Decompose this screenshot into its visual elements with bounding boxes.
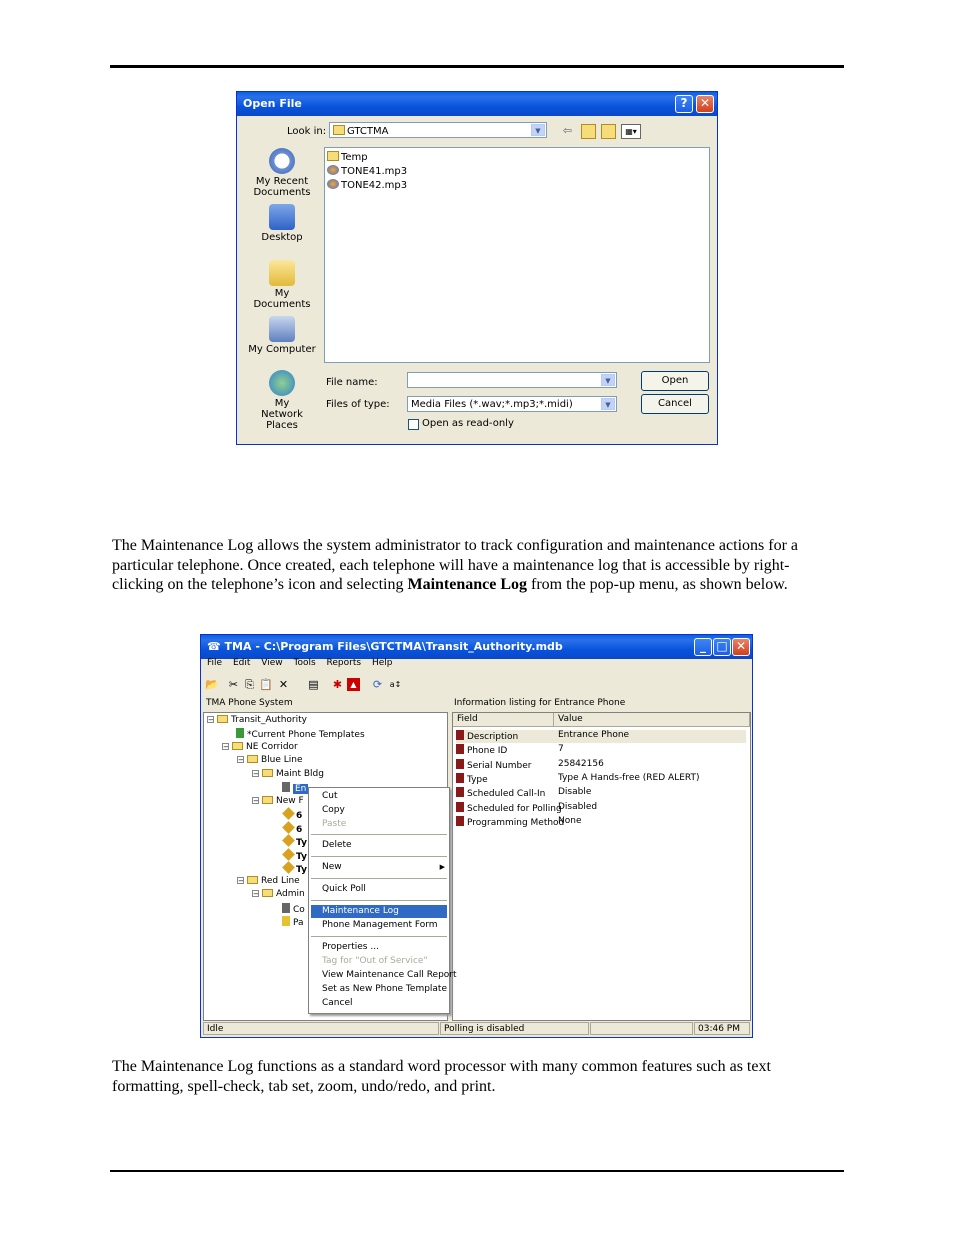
app-icon: ☎ — [207, 640, 225, 653]
folder-icon — [232, 742, 243, 750]
help-button[interactable]: ? — [675, 95, 693, 113]
tree-node[interactable]: − NE Corridor — [223, 742, 298, 752]
collapse-icon[interactable]: − — [208, 716, 214, 724]
read-only-checkbox[interactable] — [408, 419, 419, 430]
chevron-down-icon[interactable]: ▼ — [601, 398, 615, 410]
info-row[interactable] — [456, 802, 746, 815]
file-name-input[interactable] — [407, 372, 617, 388]
desktop-icon — [269, 204, 295, 230]
menu-separator — [311, 878, 447, 879]
menu-item-delete[interactable]: Delete — [322, 840, 352, 850]
menu-item-quick-poll[interactable]: Quick Poll — [322, 884, 366, 894]
phone-icon — [456, 773, 464, 783]
folder-icon — [262, 796, 273, 804]
menu-edit[interactable]: Edit — [232, 658, 251, 668]
collapse-icon[interactable]: − — [253, 797, 259, 805]
info-value: Disable — [558, 787, 592, 798]
file-name-label: File name: — [326, 377, 378, 388]
close-button[interactable]: ✕ — [696, 95, 714, 113]
menu-tools[interactable]: Tools — [293, 658, 316, 668]
place-recent[interactable] — [247, 148, 317, 198]
info-row[interactable] — [456, 773, 746, 786]
tree-node[interactable]: − New F — [253, 796, 304, 806]
tree-node[interactable]: 6 — [284, 823, 302, 835]
info-field: Phone ID — [467, 746, 508, 757]
close-button[interactable]: ✕ — [732, 638, 750, 656]
tree-node[interactable]: − Admin — [253, 889, 305, 899]
menu-separator — [311, 834, 447, 835]
context-menu — [308, 787, 457, 1014]
place-my-computer[interactable] — [247, 316, 317, 355]
my-computer-icon — [269, 316, 295, 342]
menu-help[interactable]: Help — [371, 658, 393, 668]
tree-node[interactable]: − Red Line — [238, 876, 300, 886]
paste-icon[interactable]: 📋 — [259, 678, 273, 691]
menu-file[interactable]: File — [207, 658, 223, 668]
info-field: Scheduled for Polling — [467, 803, 562, 814]
cut-icon[interactable]: ✂ — [228, 678, 239, 691]
phone-diamond-icon — [282, 821, 295, 834]
info-value: None — [558, 815, 582, 826]
status-idle: Idle — [203, 1022, 439, 1035]
file-item[interactable]: TONE41.mp3 — [327, 165, 407, 177]
status-time: 03:46 PM — [694, 1022, 750, 1035]
menu-view[interactable]: View — [261, 658, 283, 668]
info-row[interactable] — [456, 816, 746, 829]
paragraph-maintenance-log-features: The Maintenance Log functions as a standard word processor with many common features such as text formatting, spell-check, tab set, zoom, undo/redo, and print. — [112, 1058, 771, 1095]
menu-item-properties[interactable]: Properties ... — [322, 942, 379, 952]
collapse-icon[interactable]: − — [238, 756, 244, 764]
info-value: Type A Hands-free (RED ALERT) — [558, 772, 700, 783]
info-row[interactable] — [456, 759, 746, 772]
media-file-icon — [327, 165, 339, 175]
folder-icon — [247, 755, 258, 763]
menu-bar — [203, 658, 396, 668]
phone-icon — [456, 802, 464, 812]
tma-titlebar[interactable] — [201, 635, 752, 659]
info-row[interactable] — [456, 787, 746, 800]
phone-icon — [456, 787, 464, 797]
look-in-select[interactable] — [329, 122, 547, 138]
menu-item-phone-management-form[interactable]: Phone Management Form — [322, 920, 438, 930]
phone-diamond-icon — [282, 861, 295, 874]
status-polling: Polling is disabled — [440, 1022, 589, 1035]
place-my-documents-label: My Documents — [253, 288, 311, 310]
poll-icon[interactable]: ✱ — [332, 678, 343, 691]
tree-node[interactable]: Ty — [284, 836, 307, 848]
look-in-value: GTCTMA — [347, 126, 389, 137]
header-rule — [110, 65, 844, 68]
place-my-computer-label: My Computer — [248, 344, 316, 355]
info-value: 7 — [558, 744, 564, 755]
maximize-button[interactable]: □ — [713, 638, 731, 656]
tree-node[interactable]: Ty — [284, 850, 307, 862]
menu-item-tag-out-of-service[interactable]: Tag for "Out of Service" — [322, 956, 428, 966]
dialog-title: Open File — [243, 97, 302, 110]
tree-node[interactable]: Co — [282, 903, 305, 915]
info-pane[interactable] — [452, 712, 751, 1021]
new-folder-icon[interactable] — [601, 124, 616, 139]
right-pane-header: Information listing for Entrance Phone — [454, 698, 626, 708]
tree-node[interactable]: Ty — [284, 863, 307, 875]
info-value: Disabled — [558, 801, 598, 812]
phone-icon — [456, 744, 464, 754]
my-documents-icon — [269, 260, 295, 286]
menu-item-view-maintenance-report[interactable]: View Maintenance Call Report — [322, 970, 457, 980]
info-field: Serial Number — [467, 760, 532, 771]
tma-title: ☎ TMA - C:\Program Files\GTCTMA\Transit_Authority.mdb — [207, 640, 563, 653]
tma-window — [200, 634, 753, 1038]
place-network-label: My Network Places — [261, 398, 303, 431]
alert-icon[interactable]: ▲ — [347, 678, 360, 691]
properties-icon[interactable]: ▤ — [308, 678, 319, 691]
recent-documents-icon — [269, 148, 295, 174]
place-recent-label: My Recent Documents — [253, 176, 311, 198]
menu-item-new[interactable]: New — [322, 862, 342, 872]
bold-maintenance-log: Maintenance Log — [407, 576, 528, 593]
submenu-arrow-icon: ▶ — [439, 863, 445, 871]
info-field: Description — [467, 732, 519, 742]
menu-separator — [311, 936, 447, 937]
info-field: Type — [467, 774, 488, 785]
template-icon — [236, 728, 244, 738]
folder-icon — [262, 889, 273, 897]
toolbar — [203, 675, 750, 695]
phone-icon — [456, 816, 464, 826]
info-row[interactable] — [456, 730, 746, 743]
tree-node[interactable]: 6 — [284, 809, 302, 821]
refresh-icon[interactable]: ⟳ — [372, 678, 383, 691]
minimize-button[interactable]: _ — [694, 638, 712, 656]
phone-diamond-icon — [282, 848, 295, 861]
info-row[interactable] — [456, 744, 746, 757]
status-blank — [590, 1022, 693, 1035]
delete-icon[interactable]: ✕ — [278, 678, 289, 691]
menu-item-cancel[interactable]: Cancel — [322, 998, 353, 1008]
file-item[interactable]: Temp — [327, 151, 368, 163]
phone-icon — [456, 730, 464, 740]
open-file-dialog — [236, 91, 718, 445]
place-network[interactable] — [247, 370, 317, 431]
menu-item-copy[interactable]: Copy — [322, 805, 345, 815]
info-value: 25842156 — [558, 758, 604, 769]
up-folder-icon[interactable] — [581, 124, 596, 139]
left-pane-header: TMA Phone System — [206, 698, 293, 708]
menu-reports[interactable]: Reports — [326, 658, 362, 668]
collapse-icon[interactable]: − — [223, 743, 229, 751]
menu-item-cut[interactable]: Cut — [322, 791, 338, 801]
folder-icon — [217, 715, 228, 723]
info-field: Programming Method — [467, 817, 565, 828]
open-button[interactable]: Open — [641, 371, 709, 391]
file-type-select[interactable]: Media Files (*.wav;*.mp3;*.midi) ▼ — [407, 396, 617, 412]
menu-separator — [311, 856, 447, 857]
copy-icon[interactable]: ⎘ — [245, 678, 254, 691]
phone-diamond-icon — [282, 807, 295, 820]
media-file-icon — [327, 179, 339, 189]
open-icon[interactable]: 📂 — [205, 678, 219, 691]
place-desktop-label: Desktop — [261, 232, 303, 243]
back-icon[interactable]: ⇦ — [562, 124, 573, 137]
tree-node[interactable]: − Blue Line — [238, 755, 303, 765]
tree-node-selected[interactable]: En — [282, 782, 308, 794]
collapse-icon[interactable]: − — [238, 877, 244, 885]
folder-icon — [327, 151, 339, 161]
paragraph-maintenance-log-intro: The Maintenance Log allows the system administrator to track configuration and maintenance actions for a particular telephone. Once created, each telephone will have a maintenance log that is accessible by right-clicking on the telephone’s icon and selecting Maintenance Log from the pop-up menu, as shown below. — [112, 537, 798, 593]
file-item[interactable]: TONE42.mp3 — [327, 179, 407, 191]
footer-rule — [110, 1170, 844, 1172]
folder-icon — [262, 769, 273, 777]
read-only-label: Open as read-only — [422, 418, 514, 429]
chevron-down-icon[interactable]: ▼ — [531, 124, 545, 136]
chevron-down-icon[interactable]: ▼ — [601, 374, 615, 386]
tree-node[interactable]: − Transit_Authority — [208, 715, 307, 725]
place-my-documents[interactable] — [247, 260, 317, 310]
info-field: Scheduled Call-In — [467, 789, 546, 800]
sort-icon[interactable]: a↕ — [389, 680, 402, 689]
collapse-icon[interactable]: − — [253, 770, 259, 778]
menu-item-maintenance-log[interactable]: Maintenance Log — [311, 905, 447, 918]
tree-node[interactable]: *Current Phone Templates — [236, 728, 365, 740]
file-type-label: Files of type: — [326, 399, 390, 410]
phone-icon — [282, 903, 290, 913]
look-in-label: Look in: — [287, 126, 327, 137]
dialog-titlebar[interactable] — [237, 92, 717, 116]
folder-icon — [247, 876, 258, 884]
menu-item-set-template[interactable]: Set as New Phone Template — [322, 984, 448, 994]
cancel-button[interactable]: Cancel — [641, 394, 709, 414]
tree-node[interactable]: − Maint Bldg — [253, 769, 324, 779]
menu-separator — [311, 900, 447, 901]
phone-diamond-icon — [282, 834, 295, 847]
file-list[interactable] — [324, 147, 710, 363]
phone-icon — [456, 759, 464, 769]
folder-icon — [333, 125, 345, 135]
place-desktop[interactable] — [247, 204, 317, 243]
collapse-icon[interactable]: − — [253, 890, 259, 898]
tree-node[interactable]: Pa — [282, 916, 304, 928]
info-value: Entrance Phone — [558, 730, 630, 740]
menu-item-paste[interactable]: Paste — [322, 819, 347, 829]
network-places-icon — [269, 370, 295, 396]
phone-icon — [282, 916, 290, 926]
phone-icon — [282, 782, 290, 792]
column-header-value[interactable]: Value — [554, 713, 750, 727]
column-header-field[interactable]: Field — [453, 713, 554, 727]
view-menu-icon[interactable]: ▦▾ — [621, 124, 641, 139]
